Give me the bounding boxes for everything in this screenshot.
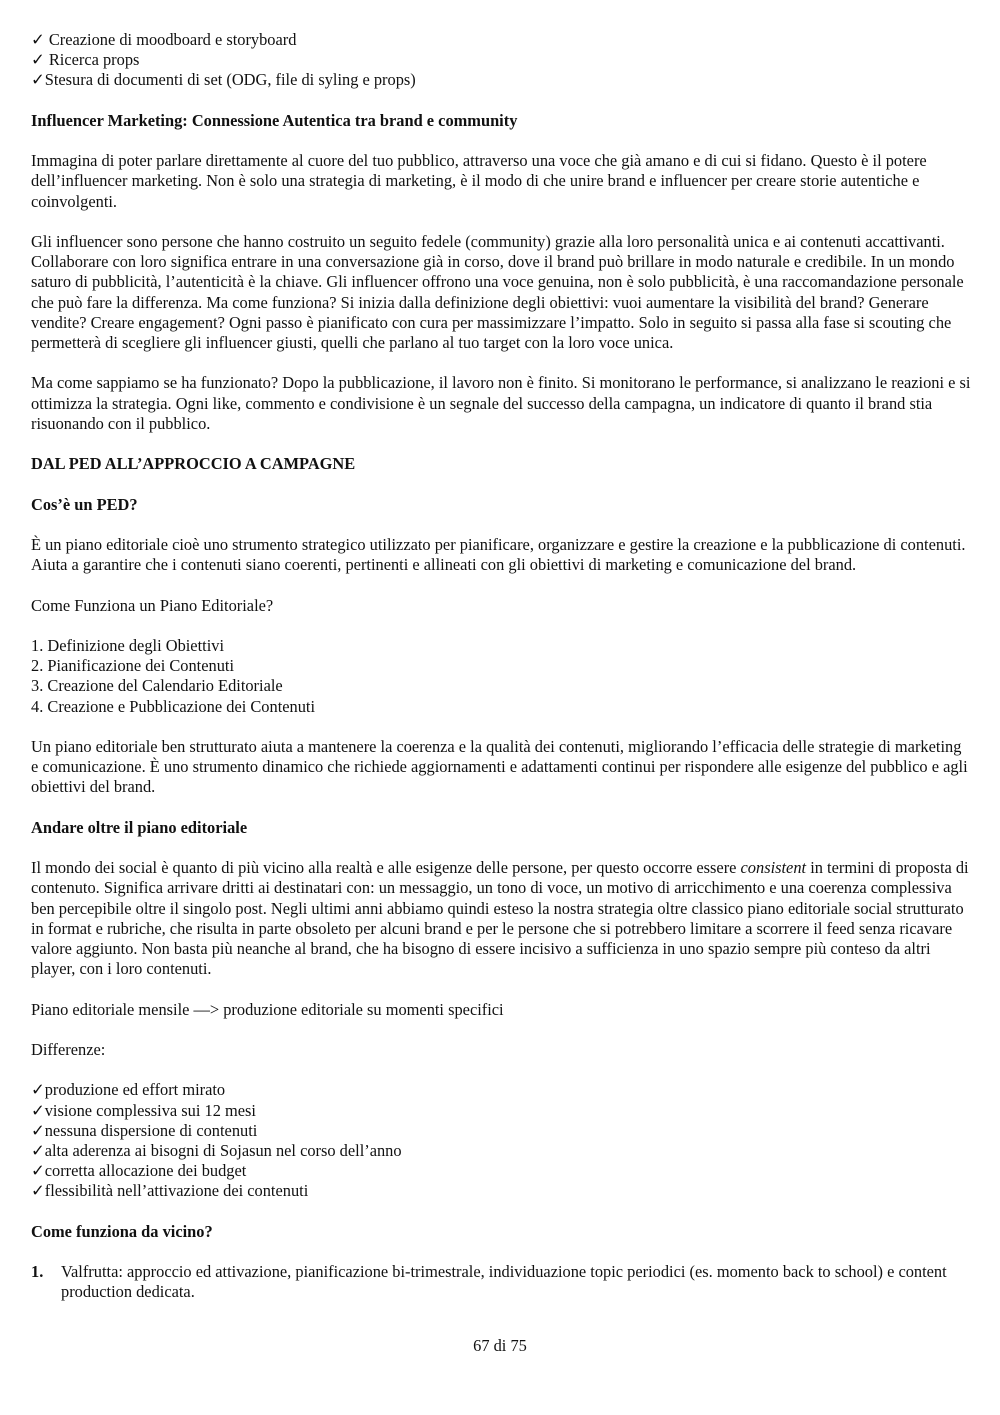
ped-paragraph-2: Un piano editoriale ben strutturato aiuta a mantenere la coerenza e la qualità dei contenuti, migliorando l’efficacia delle strategie di marketing e comunicazione. È uno strumento dinamico che richiede aggiornamenti e adattamenti continui per rispondere alle esigenze del pubblico e agli obiettivi del brand. — [31, 736, 968, 797]
list-item: 3. Creazione del Calendario Editoriale — [31, 676, 283, 696]
checklist-item: ✓nessuna dispersione di contenuti — [31, 1120, 258, 1140]
checklist-item: ✓flessibilità nell’attivazione dei contenuti — [31, 1181, 309, 1201]
list-item: 1. Definizione degli Obiettivi — [31, 635, 224, 655]
checklist-item: ✓alta aderenza ai bisogni di Sojasun nel corso dell’anno — [31, 1140, 402, 1160]
document-page — [31, 30, 971, 1303]
ped-steps-list — [31, 636, 971, 717]
list-item: 2. Pianificazione dei Contenuti — [31, 656, 235, 676]
oltre-heading: Andare oltre il piano editoriale — [31, 817, 248, 837]
oltre-line: Piano editoriale mensile —> produzione editoriale su momenti specifici — [31, 999, 504, 1019]
influencer-paragraph-2: Gli influencer sono persone che hanno costruito un seguito fedele (community) grazie alla loro personalità unica e ai contenuti accattivanti. Collaborare con loro significa entrare in una conversazione già in corso, dove il brand può brillare in modo naturale e credibile. In un mondo saturo di pubblicità, l’autenticità è la chiave. Gli influencer offrono una voce genuina, non è solo pubblicità, è una raccomandazione personale che può fare la differenza. Ma come funziona? Si inizia dalla definizione degli obiettivi: vuoi aumentare la visibilità del brand? Generare vendite? Creare engagement? Ogni passo è pianificato con cura per massimizzare l’impatto. Solo in seguito si passa alla fase si scouting che permetterà di scegliere gli influencer giusti, quelli che parlano al tuo target con la loro voce unica. — [31, 231, 964, 352]
differences-label: Differenze: — [31, 1039, 106, 1059]
checklist-item: ✓produzione ed effort mirato — [31, 1080, 226, 1100]
oltre-text-before: Il mondo dei social è quanto di più vicino alla realtà e alle esigenze delle persone, per questo occorre essere — [31, 858, 741, 878]
influencer-paragraph-3: Ma come sappiamo se ha funzionato? Dopo la pubblicazione, il lavoro non è finito. Si monitorano le performance, si analizzano le reazioni e si ottimizza la strategia. Ogni like, commento e condivisione è un segnale del successo della campagna, un indicatore di quanto il brand stia risuonando con il pubblico. — [31, 373, 971, 433]
checklist-item: ✓ Creazione di moodboard e storyboard — [31, 30, 297, 49]
item-text: Valfrutta: approccio ed attivazione, pianificazione bi-trimestrale, individuazione topic periodici (es. momento back to school) e content production dedicata. — [61, 1262, 947, 1302]
oltre-paragraph-1 — [31, 858, 971, 979]
differences-list — [31, 1080, 971, 1201]
ped-heading: DAL PED ALL’APPROCCIO A CAMPAGNE — [31, 454, 356, 474]
checklist-item: ✓Stesura di documenti di set (ODG, file di syling e props) — [31, 70, 416, 90]
numbered-item — [31, 1262, 971, 1302]
list-item: 4. Creazione e Pubblicazione dei Contenuti — [31, 696, 316, 716]
checklist-item: ✓ Ricerca props — [31, 50, 140, 70]
influencer-heading: Influencer Marketing: Connessione Autentica tra brand e community — [31, 110, 518, 130]
vicino-heading: Come funziona da vicino? — [31, 1221, 213, 1241]
influencer-paragraph-1: Immagina di poter parlare direttamente al cuore del tuo pubblico, attraverso una voce che già amano e di cui si fidano. Questo è il potere dell’influencer marketing. Non è solo una strategia di marketing, è il modo di che unire brand e influencer per creare storie autentiche e coinvolgenti. — [31, 151, 927, 211]
intro-checklist — [31, 30, 971, 91]
ped-paragraph-1: È un piano editoriale cioè uno strumento strategico utilizzato per pianificare, organizzare e gestire la creazione e la pubblicazione di contenuti. Aiuta a garantire che i contenuti siano coerenti, pertinenti e allineati con gli obiettivi di marketing e comunicazione del brand. — [31, 534, 966, 575]
oltre-text-emphasis: consistent — [740, 858, 807, 878]
page-number: 67 di 75 — [473, 1336, 527, 1355]
checklist-item: ✓visione complessiva sui 12 mesi — [31, 1100, 256, 1120]
item-number: 1. — [31, 1262, 44, 1282]
checklist-item: ✓corretta allocazione dei budget — [31, 1161, 247, 1181]
ped-subheading: Cos’è un PED? — [31, 494, 138, 514]
oltre-text-after: in termini di proposta di contenuto. Significa arrivare dritti ai destinatari con: un messaggio, un tono di voce, un motivo di arricchimento e una coerenza complessiva ben percepibile oltre il singolo post. Negli ultimi anni abbiamo quindi esteso la nostra strategia oltre classico piano editoriale social strutturato in format e rubriche, che risulta in parte obsoleto per alcuni brand e per le persone che si potrebbero limitare a scorrere il feed senza ricavare valore aggiunto. Non basta più neanche al brand, che ha bisogno di essere incisivo a sufficienza in uno spazio sempre più conteso da altri player, con i loro contenuti. — [31, 858, 969, 979]
ped-question: Come Funziona un Piano Editoriale? — [31, 595, 274, 615]
